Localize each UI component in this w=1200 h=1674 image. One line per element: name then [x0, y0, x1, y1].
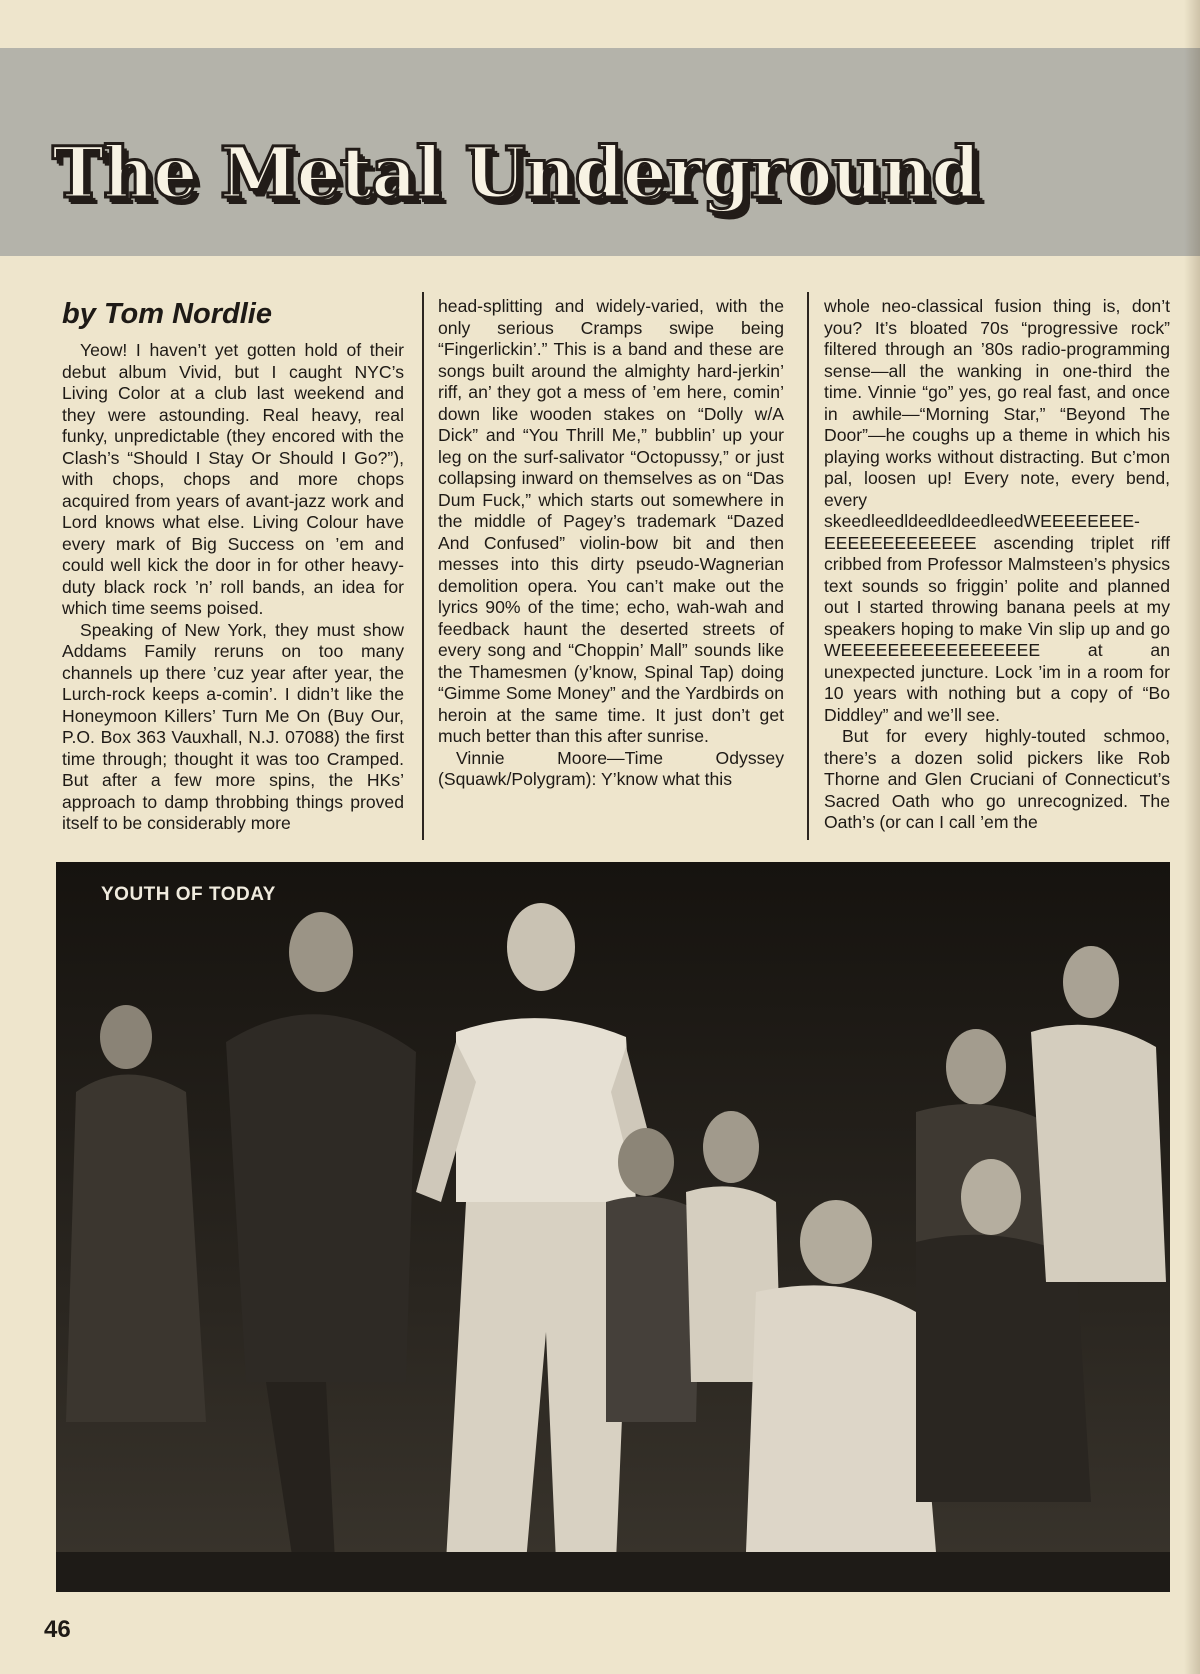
column-divider: [807, 292, 809, 840]
paragraph: Vinnie Moore—Time Odyssey (Squawk/Polygram): Y’know what this: [438, 747, 784, 789]
paragraph: But for every highly-touted schmoo, there’s a dozen solid pickers like Rob Thorne and Glen Cruciani of Connecticut’s Sacred Oath who go unrecognized. The Oath’s (or can I call ’em the: [824, 726, 1170, 832]
page-title: The Metal Underground: [52, 131, 980, 214]
article-column-2: [438, 296, 784, 791]
page-spine-shadow: [1184, 0, 1200, 1674]
band-photo-illustration: [56, 862, 1170, 1592]
article-column-3: [824, 296, 1170, 834]
paragraph: whole neo-classical fusion thing is, don’t you? It’s bloated 70s “progressive rock” filtered through an ’80s radio-programming sense—all the wanking in one-third the time. Vinnie “go” yes, go real fast, and once in awhile—“Morning Star,” “Beyond The Door”—he coughs up a theme in which his playing works without distracting. But c’mon pal, loosen up! Every note, every bend, every skeedleedldeedldeedleedWEEEEEEEE-EEEEEEEEEEEEE ascending triplet riff cribbed from Professor Malmsteen’s physics text sounds so friggin’ polite and planned out I started throwing banana peels at my speakers hoping to make Vin slip up and go WEEEEEEEEEEEEEEEEE at an unexpected juncture. Lock ’im in a room for 10 years with nothing but a copy of “Bo Diddley” and we’ll see.: [824, 296, 1170, 725]
band-photo: [56, 862, 1170, 1592]
byline: by Tom Nordlie: [62, 298, 272, 330]
page-number: 46: [44, 1616, 71, 1643]
column-divider: [422, 292, 424, 840]
paragraph: Yeow! I haven’t yet gotten hold of their debut album Vivid, but I caught NYC’s Living Color at a club last weekend and they were astounding. Real heavy, real funky, unpredictable (they encored with the Clash’s “Should I Stay Or Should I Go?”), with chops, chops and more chops acquired from years of avant-jazz work and Lord knows what else. Living Colour have every mark of Big Success on ’em and could well kick the door in for other heavy-duty black rock ’n’ roll bands, an idea for which time seems poised.: [62, 340, 404, 618]
photo-caption: YOUTH OF TODAY: [101, 884, 276, 905]
article-column-1: [62, 340, 404, 835]
paragraph: Speaking of New York, they must show Addams Family reruns on too many channels up there ’cuz year after year, the Lurch-rock keeps a-comin’. I didn’t like the Honeymoon Killers’ Turn Me On (Buy Our, P.O. Box 363 Vauxhall, N.J. 07088) the first time through; thought it was too Cramped. But after a few more spins, the HKs’ approach to damp throbbing things proved itself to be considerably more: [62, 619, 404, 833]
paragraph: head-splitting and widely-varied, with the only serious Cramps swipe being “Fingerlickin’.” This is a band and these are songs built around the almighty hard-jerkin’ riff, an’ they got a mess of ’em here, comin’ down like wooden stakes on “Dolly w/A Dick” and “You Thrill Me,” bubblin’ up your leg on the surf-salivator “Octopussy,” or just collapsing inward on themselves as on “Das Dum Fuck,” which starts out somewhere in the middle of Pagey’s trademark “Dazed And Confused” violin-bow bit and then messes into this dirty pseudo-Wagnerian demolition opera. You can’t make out the lyrics 90% of the time; echo, wah-wah and feedback haunt the deserted streets of every song and “Choppin’ Mall” sounds like the Thamesmen (y’know, Spinal Tap) doing “Gimme Some Money” and the Yardbirds on heroin at the same time. It just don’t get much better than this after sunrise.: [438, 296, 784, 746]
